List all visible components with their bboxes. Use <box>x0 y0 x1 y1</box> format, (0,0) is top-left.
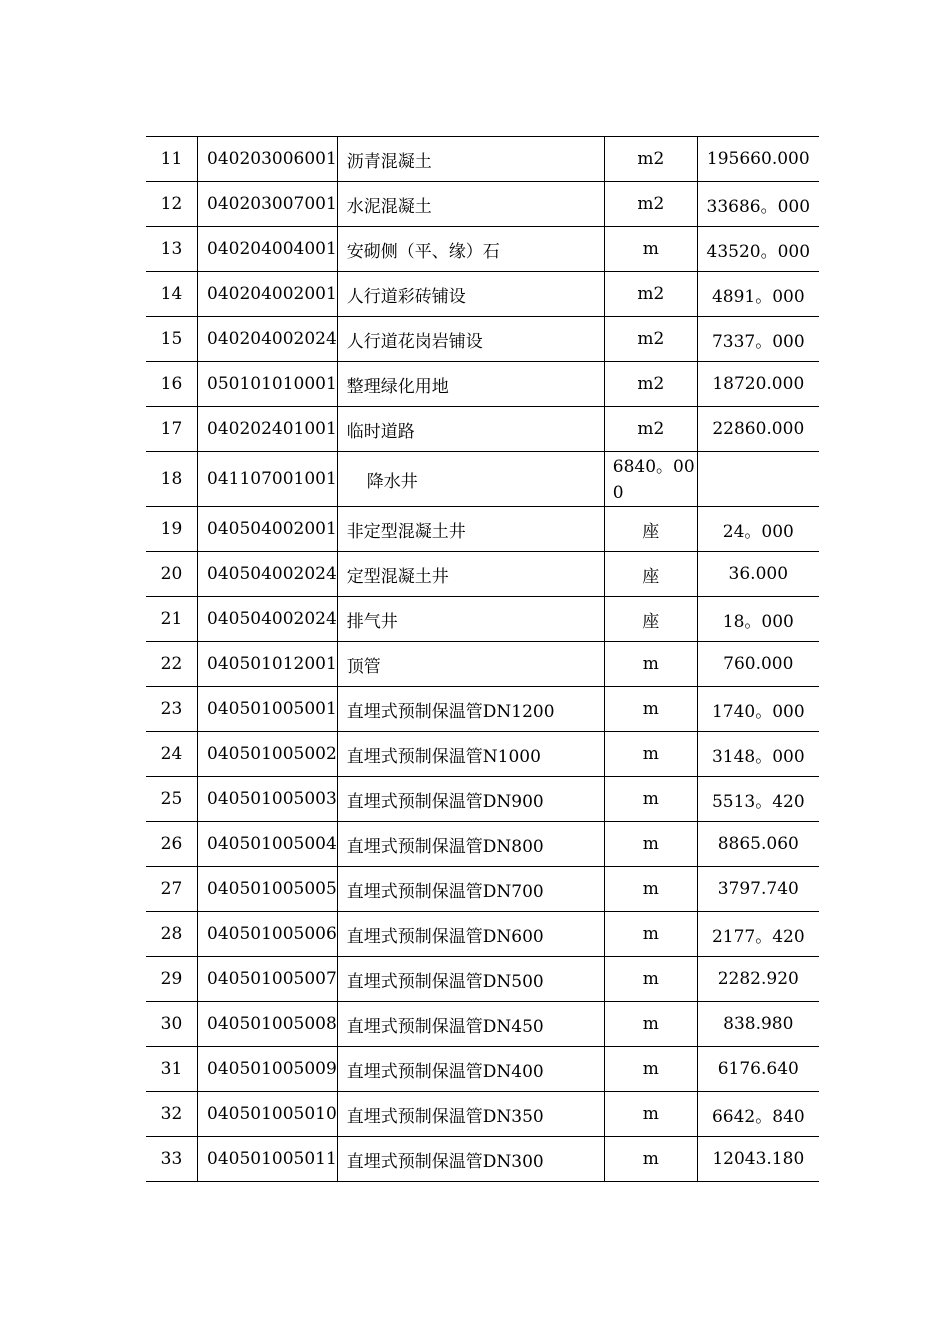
item-unit: m <box>604 1092 697 1137</box>
row-number: 27 <box>146 867 198 912</box>
row-number: 29 <box>146 957 198 1002</box>
item-unit: m <box>604 1137 697 1182</box>
item-code: 040501005005 <box>198 867 338 912</box>
item-code: 040501005008 <box>198 1002 338 1047</box>
table-row <box>146 687 819 732</box>
item-unit: 座 <box>604 552 697 597</box>
item-quantity: 22860.000 <box>697 407 819 452</box>
item-name: 直埋式预制保温管DN400 <box>337 1047 604 1092</box>
item-code: 040501005004 <box>198 822 338 867</box>
table-row <box>146 182 819 227</box>
item-unit: m <box>604 867 697 912</box>
table-row <box>146 1137 819 1182</box>
table-row <box>146 957 819 1002</box>
item-unit: m <box>604 732 697 777</box>
item-quantity: 1740。000 <box>697 687 819 732</box>
item-quantity: 195660.000 <box>697 137 819 182</box>
table-row <box>146 227 819 272</box>
item-unit: 6840。000 <box>604 452 697 507</box>
item-code: 040501005003 <box>198 777 338 822</box>
quantity-table <box>146 136 819 1182</box>
item-code: 040501005006 <box>198 912 338 957</box>
item-code: 040203007001 <box>198 182 338 227</box>
item-name: 直埋式预制保温管N1000 <box>337 732 604 777</box>
item-quantity: 838.980 <box>697 1002 819 1047</box>
item-unit: m <box>604 822 697 867</box>
item-name: 人行道彩砖铺设 <box>337 272 604 317</box>
item-quantity: 43520。000 <box>697 227 819 272</box>
item-unit: m <box>604 1047 697 1092</box>
table-row <box>146 777 819 822</box>
item-unit: m2 <box>604 182 697 227</box>
item-unit: m <box>604 642 697 687</box>
item-code: 040204004001 <box>198 227 338 272</box>
row-number: 24 <box>146 732 198 777</box>
table-row <box>146 1047 819 1092</box>
item-code: 040203006001 <box>198 137 338 182</box>
item-name: 直埋式预制保温管DN600 <box>337 912 604 957</box>
row-number: 12 <box>146 182 198 227</box>
table-row <box>146 912 819 957</box>
item-code: 040501005010 <box>198 1092 338 1137</box>
table-body <box>146 137 819 1182</box>
table-row <box>146 507 819 552</box>
item-name: 人行道花岗岩铺设 <box>337 317 604 362</box>
item-quantity: 24。000 <box>697 507 819 552</box>
item-quantity: 18720.000 <box>697 362 819 407</box>
item-code: 040501005001 <box>198 687 338 732</box>
item-quantity: 8865.060 <box>697 822 819 867</box>
item-name: 直埋式预制保温管DN800 <box>337 822 604 867</box>
item-name: 直埋式预制保温管DN500 <box>337 957 604 1002</box>
row-number: 28 <box>146 912 198 957</box>
row-number: 31 <box>146 1047 198 1092</box>
item-name: 直埋式预制保温管DN1200 <box>337 687 604 732</box>
item-quantity: 12043.180 <box>697 1137 819 1182</box>
item-name: 水泥混凝土 <box>337 182 604 227</box>
item-code: 040501005011 <box>198 1137 338 1182</box>
row-number: 13 <box>146 227 198 272</box>
item-quantity: 3797.740 <box>697 867 819 912</box>
table-row <box>146 732 819 777</box>
item-unit: m2 <box>604 272 697 317</box>
item-quantity: 36.000 <box>697 552 819 597</box>
row-number: 21 <box>146 597 198 642</box>
item-code: 050101010001 <box>198 362 338 407</box>
item-unit: m <box>604 912 697 957</box>
item-name: 安砌侧（平、缘）石 <box>337 227 604 272</box>
item-code: 040501005009 <box>198 1047 338 1092</box>
item-name: 沥青混凝土 <box>337 137 604 182</box>
item-code: 040504002024 <box>198 597 338 642</box>
item-code: 040504002024 <box>198 552 338 597</box>
row-number: 11 <box>146 137 198 182</box>
row-number: 33 <box>146 1137 198 1182</box>
item-unit: m2 <box>604 317 697 362</box>
row-number: 32 <box>146 1092 198 1137</box>
row-number: 18 <box>146 452 198 507</box>
item-unit: m <box>604 957 697 1002</box>
item-name: 临时道路 <box>337 407 604 452</box>
item-quantity: 2177。420 <box>697 912 819 957</box>
item-name: 直埋式预制保温管DN700 <box>337 867 604 912</box>
item-name: 定型混凝土井 <box>337 552 604 597</box>
table-row <box>146 867 819 912</box>
item-name: 顶管 <box>337 642 604 687</box>
item-quantity: 6176.640 <box>697 1047 819 1092</box>
item-unit: m2 <box>604 137 697 182</box>
item-quantity: 3148。000 <box>697 732 819 777</box>
row-number: 15 <box>146 317 198 362</box>
item-code: 040202401001 <box>198 407 338 452</box>
item-quantity: 4891。000 <box>697 272 819 317</box>
row-number: 14 <box>146 272 198 317</box>
item-unit: m <box>604 1002 697 1047</box>
table-row <box>146 822 819 867</box>
row-number: 17 <box>146 407 198 452</box>
item-quantity: 760.000 <box>697 642 819 687</box>
item-name: 整理绿化用地 <box>337 362 604 407</box>
item-quantity: 5513。420 <box>697 777 819 822</box>
row-number: 19 <box>146 507 198 552</box>
table-row <box>146 452 819 507</box>
item-name: 直埋式预制保温管DN900 <box>337 777 604 822</box>
item-code: 040204002024 <box>198 317 338 362</box>
table-row <box>146 1092 819 1137</box>
item-unit: m2 <box>604 362 697 407</box>
table-row <box>146 362 819 407</box>
item-name: 排气井 <box>337 597 604 642</box>
table-row <box>146 137 819 182</box>
item-name: 直埋式预制保温管DN350 <box>337 1092 604 1137</box>
table-row <box>146 1002 819 1047</box>
item-unit: m <box>604 687 697 732</box>
item-code: 040501005007 <box>198 957 338 1002</box>
item-unit: m <box>604 227 697 272</box>
item-unit: 座 <box>604 507 697 552</box>
item-quantity: 2282.920 <box>697 957 819 1002</box>
item-quantity: 7337。000 <box>697 317 819 362</box>
row-number: 20 <box>146 552 198 597</box>
item-quantity: 6642。840 <box>697 1092 819 1137</box>
item-name: 降水井 <box>337 452 604 507</box>
item-code: 040204002001 <box>198 272 338 317</box>
item-code: 040501005002 <box>198 732 338 777</box>
row-number: 23 <box>146 687 198 732</box>
table-row <box>146 642 819 687</box>
item-quantity <box>697 452 819 507</box>
item-quantity: 33686。000 <box>697 182 819 227</box>
item-quantity: 18。000 <box>697 597 819 642</box>
table-row <box>146 597 819 642</box>
item-name: 非定型混凝土井 <box>337 507 604 552</box>
table-row <box>146 272 819 317</box>
item-unit: 座 <box>604 597 697 642</box>
item-code: 040504002001 <box>198 507 338 552</box>
row-number: 25 <box>146 777 198 822</box>
item-code: 040501012001 <box>198 642 338 687</box>
table-row <box>146 317 819 362</box>
item-unit: m2 <box>604 407 697 452</box>
item-code: 041107001001 <box>198 452 338 507</box>
row-number: 16 <box>146 362 198 407</box>
table-row <box>146 407 819 452</box>
table-row <box>146 552 819 597</box>
row-number: 26 <box>146 822 198 867</box>
item-name: 直埋式预制保温管DN300 <box>337 1137 604 1182</box>
item-unit: m <box>604 777 697 822</box>
row-number: 22 <box>146 642 198 687</box>
row-number: 30 <box>146 1002 198 1047</box>
item-name: 直埋式预制保温管DN450 <box>337 1002 604 1047</box>
